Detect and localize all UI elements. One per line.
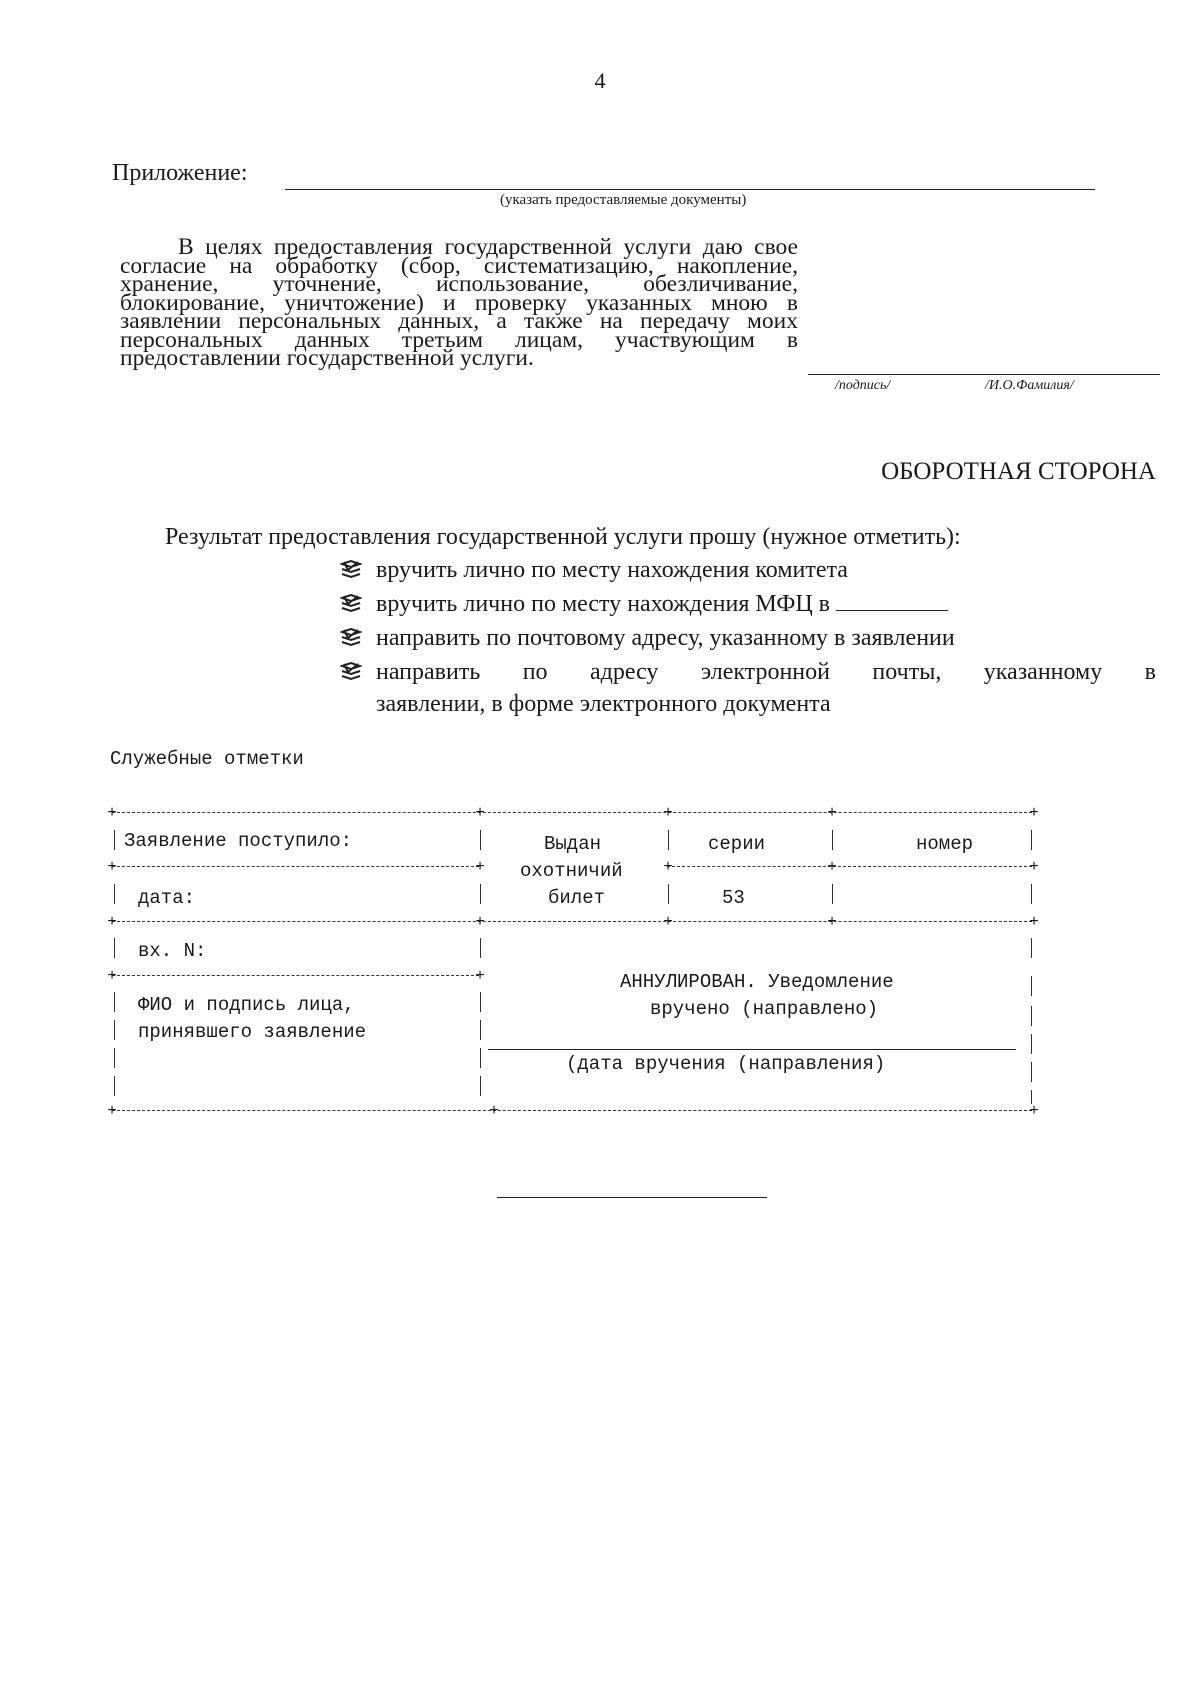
fio-label-line1: ФИО и подпись лица,: [138, 994, 355, 1016]
table-border: [480, 830, 481, 850]
table-corner: +: [663, 913, 673, 931]
table-corner: +: [1029, 858, 1039, 876]
table-border: [112, 921, 1032, 922]
signature-line: [808, 374, 1160, 375]
fio-label-line2: принявшего заявление: [138, 1021, 367, 1043]
table-border: [480, 1076, 481, 1096]
table-corner: +: [1029, 1102, 1039, 1120]
table-corner: +: [475, 913, 485, 931]
option-label: вручить лично по месту нахождения комитета: [376, 557, 848, 583]
table-border: [1031, 1006, 1032, 1026]
table-border: [114, 938, 115, 958]
table-border: [480, 938, 481, 958]
annulled-text-line1: АННУЛИРОВАН. Уведомление: [620, 971, 894, 993]
consent-text: В целях предоставления государственной услуги даю свое согласие на обработку (сбор, систематизацию, накопление, хранение, уточнение, использование, обезличивание, блокирование, уничтожение) и проверку указанных мною в заявлении персональных данных, а также на передачу моих персональных данных третьим лицам, участвующим в предоставлении государственной услуги.: [120, 234, 798, 371]
option-post: [340, 622, 1156, 654]
table-border: [114, 992, 115, 1012]
table-border: [112, 1110, 1032, 1111]
series-label: серии: [708, 833, 766, 855]
appendix-label: Приложение:: [112, 160, 248, 186]
result-intro: Результат предоставления государственной услуги прошу (нужное отметить):: [165, 524, 961, 550]
issued-label-line3: билет: [548, 887, 606, 909]
table-border: [832, 830, 833, 850]
table-border: [114, 1076, 115, 1096]
table-border: [114, 884, 115, 904]
option-label: вручить лично по месту нахождения МФЦ в: [376, 591, 831, 617]
appendix-blank-line: [285, 189, 1095, 190]
table-corner: +: [475, 858, 485, 876]
table-border: [480, 1020, 481, 1040]
table-border: [1031, 884, 1032, 904]
table-border: [1031, 830, 1032, 850]
table-border: [667, 866, 1032, 867]
table-border: [1031, 938, 1032, 958]
table-corner: +: [107, 913, 117, 931]
option-label: направить по адресу электронной почты, указанному в: [376, 659, 1156, 685]
table-border: [1031, 976, 1032, 996]
checkbox-stack-icon: [340, 662, 362, 682]
table-corner: +: [1029, 913, 1039, 931]
table-border: [114, 1020, 115, 1040]
signature-label: /подпись/: [835, 378, 891, 393]
table-corner: +: [107, 804, 117, 822]
checkbox-stack-icon: [340, 628, 362, 648]
date-label: дата:: [138, 887, 196, 909]
number-label: номер: [916, 833, 974, 855]
table-corner: +: [827, 913, 837, 931]
table-border: [112, 812, 1032, 813]
table-border: [480, 1048, 481, 1068]
option-label-continued: заявлении, в форме электронного документа: [376, 691, 831, 717]
option-mfc: [340, 588, 1156, 620]
table-border: [1031, 1034, 1032, 1054]
appendix-hint: (указать предоставляемые документы): [500, 192, 747, 208]
table-border: [668, 830, 669, 850]
table-corner: +: [107, 967, 117, 985]
table-corner: +: [827, 804, 837, 822]
checkbox-stack-icon: [340, 560, 362, 580]
series-value: 53: [722, 887, 745, 909]
table-corner: +: [475, 967, 485, 985]
table-border: [480, 992, 481, 1012]
table-corner: +: [489, 1102, 499, 1120]
received-label: Заявление поступило:: [124, 830, 353, 852]
table-corner: +: [107, 1102, 117, 1120]
table-border: [480, 884, 481, 904]
option-committee: [340, 554, 1156, 586]
table-border: [832, 884, 833, 904]
table-corner: +: [663, 858, 673, 876]
annulled-text-line2: вручено (направлено): [650, 998, 879, 1020]
table-corner: +: [107, 858, 117, 876]
table-corner: +: [1029, 804, 1039, 822]
table-border: [112, 975, 479, 976]
table-border: [1031, 1062, 1032, 1082]
page-number: 4: [594, 68, 606, 93]
table-border: [114, 1048, 115, 1068]
table-corner: +: [663, 804, 673, 822]
delivery-date-line: [488, 1049, 1016, 1050]
closing-rule: [497, 1197, 767, 1198]
table-border: [1031, 1090, 1032, 1104]
table-border: [668, 884, 669, 904]
issued-label-line2: охотничий: [520, 860, 623, 882]
option-label: направить по почтовому адресу, указанному в заявлении: [376, 625, 955, 651]
back-side-title: ОБОРОТНАЯ СТОРОНА: [881, 458, 1156, 485]
issued-label-line1: Выдан: [544, 833, 602, 855]
official-marks-title: Служебные отметки: [110, 748, 304, 770]
incoming-number-label: вх. N:: [138, 940, 207, 962]
table-corner: +: [475, 804, 485, 822]
table-border: [114, 830, 115, 850]
option-email: [340, 656, 1156, 720]
table-corner: +: [827, 858, 837, 876]
checkbox-stack-icon: [340, 594, 362, 614]
mfc-blank-line: [836, 590, 948, 611]
delivery-date-hint: (дата вручения (направления): [566, 1053, 886, 1075]
name-label: /И.О.Фамилия/: [985, 378, 1074, 393]
table-border: [112, 866, 479, 867]
